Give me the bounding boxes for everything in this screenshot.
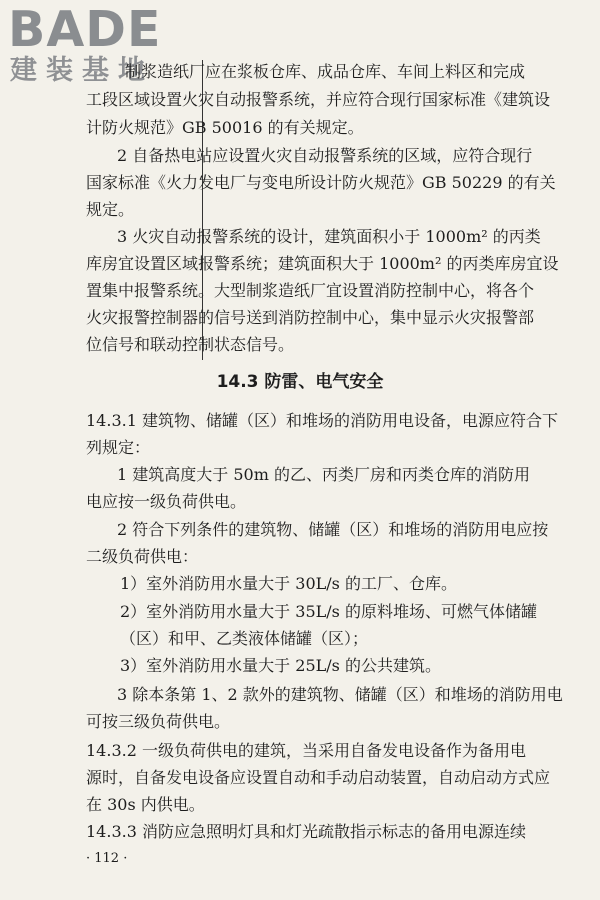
text-line: 位信号和联动控制状态信号。 xyxy=(86,335,295,354)
text-line: 工段区域设置火灾自动报警系统，并应符合现行国家标准《建筑设 xyxy=(86,90,551,109)
section-title: 14.3 防雷、电气安全 xyxy=(216,372,384,392)
text-line: 国家标准《火力发电厂与变电所设计防火规范》GB 50229 的有关 xyxy=(86,173,556,192)
text-line: 14.3.3 消防应急照明灯具和灯光疏散指示标志的备用电源连续 xyxy=(86,822,526,841)
text-line: （区）和甲、乙类液体储罐（区）； xyxy=(120,629,369,648)
text-line: 3）室外消防用水量大于 25L/s 的公共建筑。 xyxy=(120,656,441,675)
text-line: 2）室外消防用水量大于 35L/s 的原料堆场、可燃气体储罐 xyxy=(120,602,537,621)
text-line: 3 火灾自动报警系统的设计，建筑面积小于 1000m² 的丙类 xyxy=(117,227,541,246)
text-line: 置集中报警系统。大型制浆造纸厂宜设置消防控制中心，将各个 xyxy=(86,281,535,300)
text-line: 制浆造纸厂应在浆板仓库、成品仓库、车间上料区和完成 xyxy=(125,62,526,81)
text-line: 2 自备热电站应设置火灾自动报警系统的区域，应符合现行 xyxy=(117,146,533,165)
text-line: 火灾报警控制器的信号送到消防控制中心，集中显示火灾报警部 xyxy=(86,308,535,327)
logo-wordmark: BADE xyxy=(8,1,162,58)
text-line: 1）室外消防用水量大于 30L/s 的工厂、仓库。 xyxy=(120,574,457,593)
text-line: 列规定： xyxy=(86,438,151,457)
page-number: · 112 · xyxy=(86,851,128,866)
text-line: 14.3.2 一级负荷供电的建筑，当采用自备发电设备作为备用电 xyxy=(86,741,526,760)
text-line: 库房宜设置区域报警系统；建筑面积大于 1000m² 的丙类库房宜设 xyxy=(86,254,559,273)
text-line: 规定。 xyxy=(86,200,135,219)
text-line: 计防火规范》GB 50016 的有关规定。 xyxy=(86,118,364,137)
text-line: 1 建筑高度大于 50m 的乙、丙类厂房和丙类仓库的消防用 xyxy=(117,465,530,484)
text-line: 2 符合下列条件的建筑物、储罐（区）和堆场的消防用电应按 xyxy=(117,520,549,539)
text-line: 14.3.1 建筑物、储罐（区）和堆场的消防用电设备，电源应符合下 xyxy=(86,411,558,430)
text-line: 电应按一级负荷供电。 xyxy=(86,492,247,511)
text-line: 源时，自备发电设备应设置自动和手动启动装置，自动启动方式应 xyxy=(86,768,551,787)
text-line: 二级负荷供电： xyxy=(86,547,199,566)
text-line: 3 除本条第 1、2 款外的建筑物、储罐（区）和堆场的消防用电 xyxy=(117,685,563,704)
logo-subtitle: 建装基地 xyxy=(10,55,154,86)
text-line: 在 30s 内供电。 xyxy=(86,795,205,814)
text-line: 可按三级负荷供电。 xyxy=(86,712,231,731)
